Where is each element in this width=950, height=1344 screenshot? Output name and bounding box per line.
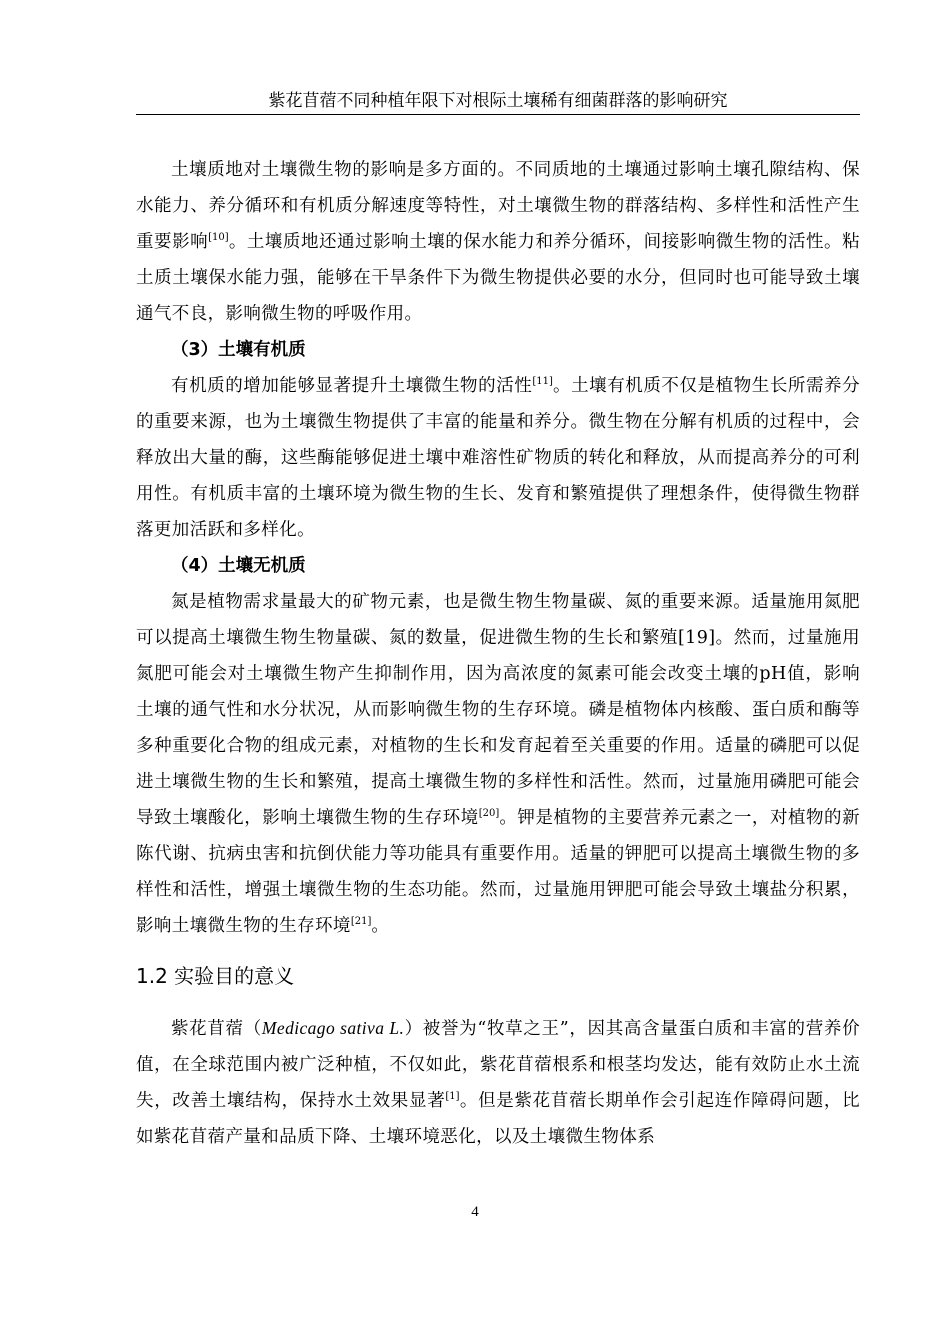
species-name: Medicago sativa L. bbox=[261, 1018, 405, 1038]
citation: [10] bbox=[208, 232, 229, 244]
paragraph-text: 土壤质地对土壤微生物的影响是多方面的。不同质地的土壤通过影响土壤孔隙结构、保水能力、养分循环和有机质分解速度等特性，对土壤微生物的群落结构、多样性和活性产生重要影响 bbox=[136, 160, 860, 252]
paragraph-text: 紫花苜蓿（ bbox=[171, 1019, 262, 1039]
paragraph-purpose bbox=[136, 1010, 860, 1155]
paragraph-text: ）被誉为“牧草之王”，因其高含量蛋白质和丰富的营养价值，在全球范围内被广泛种植，不仅如此，紫花苜蓿根系和根茎均发达，能有效防止水土流失，改善土壤结构，保持水土效果显著 bbox=[136, 1019, 860, 1111]
paragraph-organic-matter bbox=[136, 368, 860, 548]
running-header: 紫花苜蓿不同种植年限下对根际土壤稀有细菌群落的影响研究 bbox=[268, 91, 728, 111]
paragraph-inorganic-matter bbox=[136, 584, 860, 944]
paragraph-soil-texture bbox=[136, 152, 860, 332]
paragraph-text: 。但是紫花苜蓿长期单作会引起连作障碍问题，比如紫花苜蓿产量和品质下降、土壤环境恶化，以及土壤微生物体系 bbox=[136, 1091, 860, 1147]
header-rule bbox=[136, 114, 860, 115]
paragraph-text: 有机质的增加能够显著提升土壤微生物的活性 bbox=[171, 376, 533, 396]
paragraph-text: 。土壤有机质不仅是植物生长所需养分的重要来源，也为土壤微生物提供了丰富的能量和养分。微生物在分解有机质的过程中，会释放出大量的酶，这些酶能够促进土壤中难溶性矿物质的转化和释放，从而提高养分的可利用性。有机质丰富的土壤环境为微生物的生长、发育和繁殖提供了理想条件，使得微生物群落更加活跃和多样化。 bbox=[136, 376, 860, 540]
citation: [20] bbox=[478, 808, 500, 820]
citation: [11] bbox=[532, 376, 553, 388]
section-heading: 1.2 实验目的意义 bbox=[136, 964, 295, 988]
paragraph-text: 氮是植物需求量最大的矿物元素，也是微生物生物量碳、氮的重要来源。适量施用氮肥可以提高土壤微生物生物量碳、氮的数量，促进微生物的生长和繁殖[19]。然而，过量施用氮肥可能会对土壤微生物产生抑制作用，因为高浓度的氮素可能会改变土壤的pH值，影响土壤的通气性和水分状况，从而影响微生物的生存环境。磷是植物体内核酸、蛋白质和酶等多种重要化合物的组成元素，对植物的生长和发育起着至关重要的作用。适量的磷肥可以促进土壤微生物的生长和繁殖，提高土壤微生物的多样性和活性。然而，过量施用磷肥可能会导致土壤酸化，影响土壤微生物的生存环境 bbox=[136, 592, 860, 828]
subheading-organic-matter: （3）土壤有机质 bbox=[171, 340, 306, 360]
citation: [1] bbox=[445, 1091, 460, 1103]
subheading-inorganic-matter: （4）土壤无机质 bbox=[171, 556, 306, 576]
body-text bbox=[136, 152, 860, 1155]
paragraph-text: 。土壤质地还通过影响土壤的保水能力和养分循环，间接影响微生物的活性。粘土质土壤保水能力强，能够在干旱条件下为微生物提供必要的水分，但同时也可能导致土壤通气不良，影响微生物的呼吸作用。 bbox=[136, 232, 860, 324]
citation: [21] bbox=[350, 916, 372, 928]
page-number: 4 bbox=[471, 1204, 479, 1220]
paragraph-text: 。钾是植物的主要营养元素之一，对植物的新陈代谢、抗病虫害和抗倒伏能力等功能具有重要作用。适量的钾肥可以提高土壤微生物的多样性和活性，增强土壤微生物的生态功能。然而，过量施用钾肥可能会导致土壤盐分积累，影响土壤微生物的生存环境 bbox=[136, 808, 860, 936]
paragraph-text: 。 bbox=[371, 916, 390, 936]
